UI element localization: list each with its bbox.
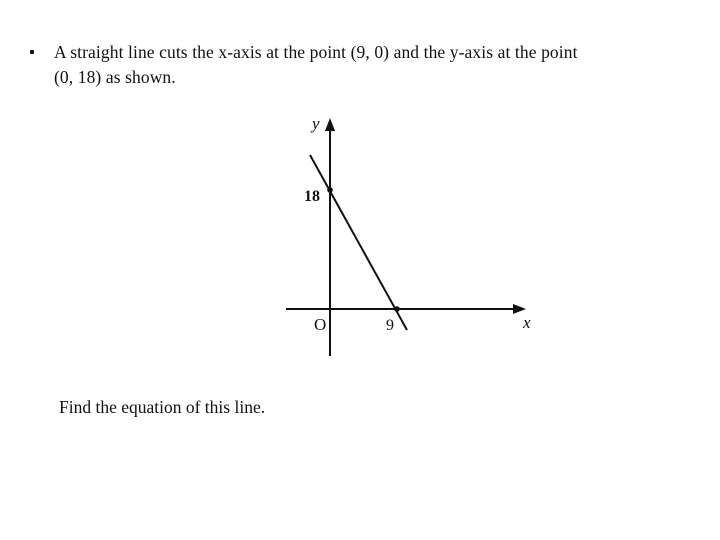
graph-line bbox=[310, 155, 407, 330]
y-axis-label: y bbox=[312, 114, 320, 133]
question-line-2: (0, 18) as shown. bbox=[54, 67, 176, 87]
x-axis-label: x bbox=[523, 313, 531, 332]
question-line-1: A straight line cuts the x-axis at the point (9, 0) and the y-axis at the point bbox=[54, 42, 578, 62]
origin-label: O bbox=[314, 315, 327, 334]
y-intercept-label: 18 bbox=[304, 188, 320, 205]
y-intercept-point bbox=[327, 187, 333, 193]
x-intercept-label: 9 bbox=[386, 317, 394, 334]
instruction-text: Find the equation of this line. bbox=[59, 397, 266, 417]
y-axis-arrowhead bbox=[325, 118, 335, 131]
x-intercept-point bbox=[394, 306, 400, 312]
